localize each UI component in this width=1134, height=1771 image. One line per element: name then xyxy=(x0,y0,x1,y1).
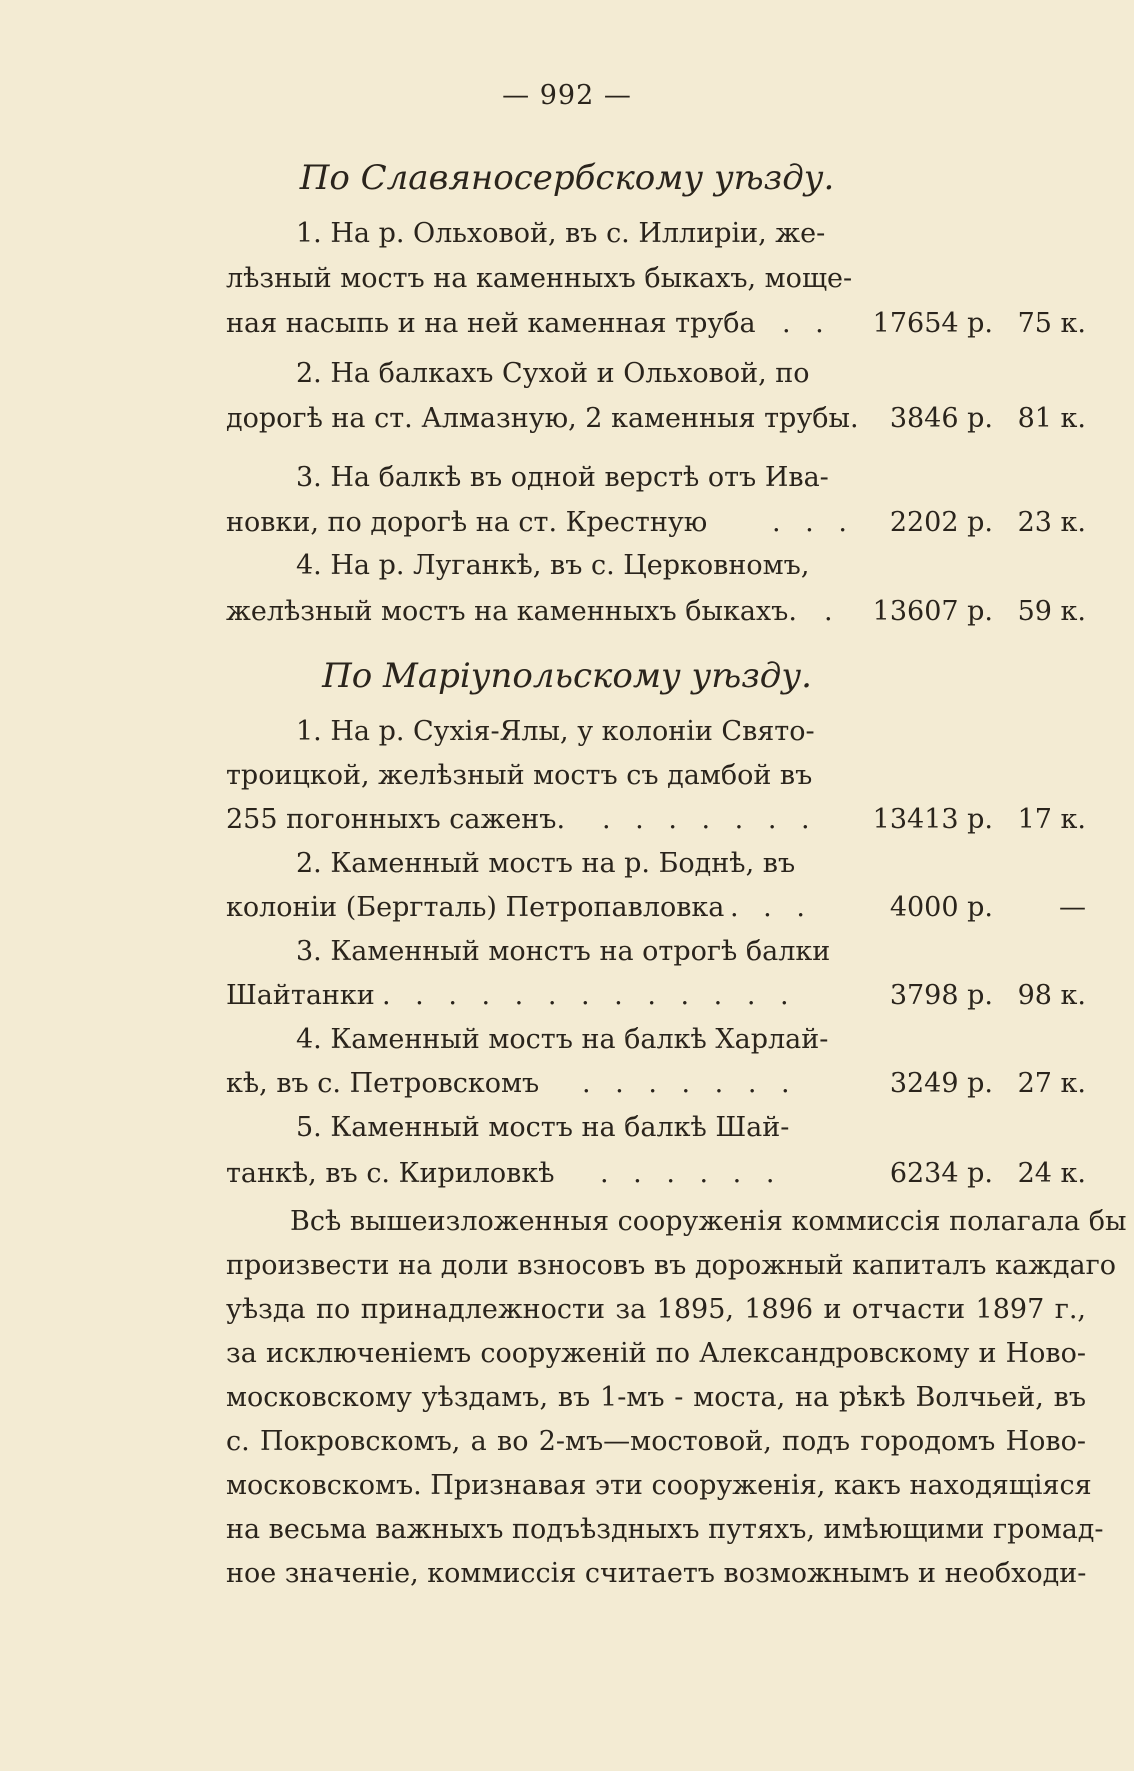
leader-dots: . . . xyxy=(730,892,813,923)
entry-text: 5. Каменный мостъ на балкѣ Шай- xyxy=(296,1112,790,1143)
entry-text: 4. Каменный мостъ на балкѣ Харлай- xyxy=(296,1024,829,1055)
entry-text: 2. Каменный мостъ на р. Боднѣ, въ xyxy=(296,848,796,879)
leader-dots: . . . xyxy=(772,507,855,538)
entry-line xyxy=(226,548,1086,584)
paragraph-line: Всѣ вышеизложенныя сооруженія коммиссія полагала бы xyxy=(290,1206,1127,1237)
entry-line xyxy=(226,261,1086,297)
paragraph-line: на весьма важныхъ подъѣздныхъ путяхъ, имѣющими громад- xyxy=(226,1514,1104,1545)
entry-text: Шайтанки xyxy=(226,980,375,1011)
entry-line xyxy=(226,1110,1086,1146)
entry-line xyxy=(226,1022,1086,1058)
amount-kopecks: — xyxy=(1059,892,1086,923)
amount-rubles: 3798 р. xyxy=(889,980,993,1011)
entry-text: 1. На р. Сухія-Ялы, у колоніи Свято- xyxy=(296,716,815,747)
paragraph-line: с. Покровскомъ, а во 2-мъ—мостовой, подъ городомъ Ново- xyxy=(226,1426,1086,1457)
entry-text: 1. На р. Ольховой, въ с. Иллиріи, же- xyxy=(296,218,826,249)
leader-dots: . . . . . . . . . . . . . xyxy=(382,980,797,1011)
entry-text: желѣзный мостъ на каменныхъ быкахъ. xyxy=(226,596,797,627)
amount-rubles: 17654 р. xyxy=(872,308,993,339)
entry-line-total xyxy=(226,1156,1086,1192)
leader-dots: . xyxy=(824,596,841,627)
amount-rubles: 4000 р. xyxy=(889,892,993,923)
entry-text: 2. На балкахъ Сухой и Ольховой, по xyxy=(296,358,810,389)
leader-dots: . . xyxy=(782,308,832,339)
entry-text: 4. На р. Луганкѣ, въ с. Церковномъ, xyxy=(296,550,810,581)
paragraph-line: уѣзда по принадлежности за 1895, 1896 и отчасти 1897 г., xyxy=(226,1294,1086,1325)
entry-text: колоніи (Бергталь) Петропавловка xyxy=(226,892,725,923)
entry-line-total xyxy=(226,1066,1086,1102)
amount-rubles: 13413 р. xyxy=(872,804,993,835)
paragraph-line: за исключеніемъ сооруженій по Александровскому и Ново- xyxy=(226,1338,1086,1369)
section-heading-slavyanoserbsk: По Славяносербскому уѣзду. xyxy=(299,158,835,198)
amount-rubles: 3249 р. xyxy=(889,1068,993,1099)
entry-line xyxy=(226,758,1086,794)
leader-dots: . . . . . . . xyxy=(582,1068,798,1099)
entry-text: троицкой, желѣзный мостъ съ дамбой въ xyxy=(226,760,813,791)
amount-rubles: 6234 р. xyxy=(889,1158,993,1189)
entry-line-total xyxy=(226,594,1086,630)
page-number: — 992 — xyxy=(502,80,632,111)
entry-text: лѣзный мостъ на каменныхъ быкахъ, моще- xyxy=(226,263,853,294)
amount-rubles: 2202 р. xyxy=(889,507,993,538)
section-heading-mariupol: По Маріупольскому уѣзду. xyxy=(322,656,812,696)
paragraph-line: ное значеніе, коммиссія считаетъ возможнымъ и необходи- xyxy=(226,1558,1087,1589)
entry-text: 255 погонныхъ саженъ. xyxy=(226,804,566,835)
entry-line-total xyxy=(226,978,1086,1014)
paragraph-line: московскомъ. Признавая эти сооруженія, какъ находящіяся xyxy=(226,1470,1092,1501)
entry-line xyxy=(226,846,1086,882)
amount-rubles: 3846 р. xyxy=(889,403,993,434)
paragraph-line: произвести на доли взносовъ въ дорожный капиталъ каждаго xyxy=(226,1250,1116,1281)
entry-line-total xyxy=(226,401,1086,437)
amount-kopecks: 27 к. xyxy=(1017,1068,1086,1099)
entry-line-total xyxy=(226,505,1086,541)
entry-line-total xyxy=(226,890,1086,926)
entry-line xyxy=(226,356,1086,392)
amount-kopecks: 23 к. xyxy=(1017,507,1086,538)
leader-dots: . . . . . . xyxy=(600,1158,783,1189)
entry-text: кѣ, въ с. Петровскомъ xyxy=(226,1068,540,1099)
entry-line xyxy=(226,216,1086,252)
entry-text: танкѣ, въ с. Кириловкѣ xyxy=(226,1158,555,1189)
leader-dots: . . . . . . . xyxy=(602,804,818,835)
entry-line xyxy=(226,714,1086,750)
entry-line-total xyxy=(226,802,1086,838)
entry-text: 3. На балкѣ въ одной верстѣ отъ Ива- xyxy=(296,462,829,493)
amount-kopecks: 98 к. xyxy=(1017,980,1086,1011)
amount-rubles: 13607 р. xyxy=(872,596,993,627)
amount-kopecks: 75 к. xyxy=(1017,308,1086,339)
entry-line xyxy=(226,460,1086,496)
paragraph-line: московскому уѣздамъ, въ 1-мъ - моста, на рѣкѣ Волчьей, въ xyxy=(226,1382,1086,1413)
amount-kopecks: 59 к. xyxy=(1017,596,1086,627)
entry-line xyxy=(226,934,1086,970)
entry-line-total xyxy=(226,306,1086,342)
amount-kopecks: 81 к. xyxy=(1017,403,1086,434)
entry-text: ная насыпь и на ней каменная труба xyxy=(226,308,756,339)
entry-text: дорогѣ на ст. Алмазную, 2 каменныя трубы. xyxy=(226,403,859,434)
amount-kopecks: 24 к. xyxy=(1017,1158,1086,1189)
amount-kopecks: 17 к. xyxy=(1017,804,1086,835)
entry-text: 3. Каменный монстъ на отрогѣ балки xyxy=(296,936,831,967)
entry-text: новки, по дорогѣ на ст. Крестную xyxy=(226,507,708,538)
